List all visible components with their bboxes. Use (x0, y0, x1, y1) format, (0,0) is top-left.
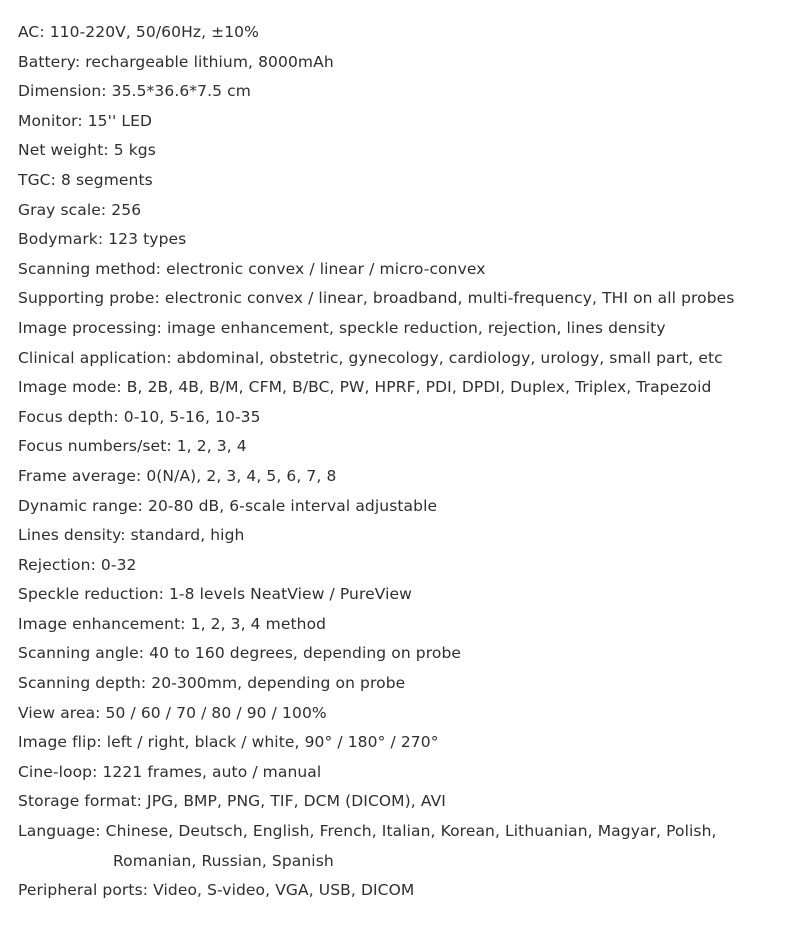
spec-speckle-reduction: Speckle reduction: 1-8 levels NeatView / PureView (18, 585, 412, 604)
spec-language-line1: Language: Chinese, Deutsch, English, French, Italian, Korean, Lithuanian, Magyar, Polish, (18, 822, 717, 841)
spec-language-line2: Romanian, Russian, Spanish (113, 851, 334, 870)
spec-clinical-application: Clinical application: abdominal, obstetric, gynecology, cardiology, urology, small part, etc (18, 348, 723, 367)
spec-battery: Battery: rechargeable lithium, 8000mAh (18, 52, 334, 71)
spec-net-weight: Net weight: 5 kgs (18, 141, 156, 160)
spec-tgc: TGC: 8 segments (18, 170, 153, 189)
spec-bodymark: Bodymark: 123 types (18, 230, 187, 249)
spec-cine-loop: Cine-loop: 1221 frames, auto / manual (18, 762, 322, 781)
spec-frame-average: Frame average: 0(N/A), 2, 3, 4, 5, 6, 7, 8 (18, 466, 337, 485)
spec-lines-density: Lines density: standard, high (18, 526, 245, 545)
spec-image-enhancement: Image enhancement: 1, 2, 3, 4 method (18, 614, 327, 633)
spec-dimension: Dimension: 35.5*36.6*7.5 cm (18, 82, 251, 101)
spec-scanning-angle: Scanning angle: 40 to 160 degrees, depending on probe (18, 644, 462, 663)
spec-list (18, 18, 794, 906)
spec-rejection: Rejection: 0-32 (18, 555, 137, 574)
spec-ac: AC: 110-220V, 50/60Hz, ±10% (18, 23, 259, 41)
spec-peripheral-ports: Peripheral ports: Video, S-video, VGA, USB, DICOM (18, 881, 415, 900)
spec-supporting-probe: Supporting probe: electronic convex / linear, broadband, multi-frequency, THI on all probes (18, 289, 735, 308)
spec-storage-format: Storage format: JPG, BMP, PNG, TIF, DCM (DICOM), AVI (18, 792, 446, 811)
spec-image-processing: Image processing: image enhancement, speckle reduction, rejection, lines density (18, 318, 666, 337)
spec-language (18, 817, 794, 876)
spec-image-mode: Image mode: B, 2B, 4B, B/M, CFM, B/BC, PW, HPRF, PDI, DPDI, Duplex, Triplex, Trapezoid (18, 378, 712, 397)
spec-scanning-method: Scanning method: electronic convex / linear / micro-convex (18, 259, 486, 278)
spec-image-flip: Image flip: left / right, black / white, 90° / 180° / 270° (18, 733, 439, 752)
spec-monitor: Monitor: 15'' LED (18, 111, 153, 130)
spec-focus-numbers: Focus numbers/set: 1, 2, 3, 4 (18, 437, 247, 456)
spec-focus-depth: Focus depth: 0-10, 5-16, 10-35 (18, 407, 261, 426)
spec-scanning-depth: Scanning depth: 20-300mm, depending on probe (18, 674, 406, 693)
spec-dynamic-range: Dynamic range: 20-80 dB, 6-scale interval adjustable (18, 496, 438, 515)
spec-gray-scale: Gray scale: 256 (18, 200, 142, 219)
spec-view-area: View area: 50 / 60 / 70 / 80 / 90 / 100% (18, 703, 327, 722)
